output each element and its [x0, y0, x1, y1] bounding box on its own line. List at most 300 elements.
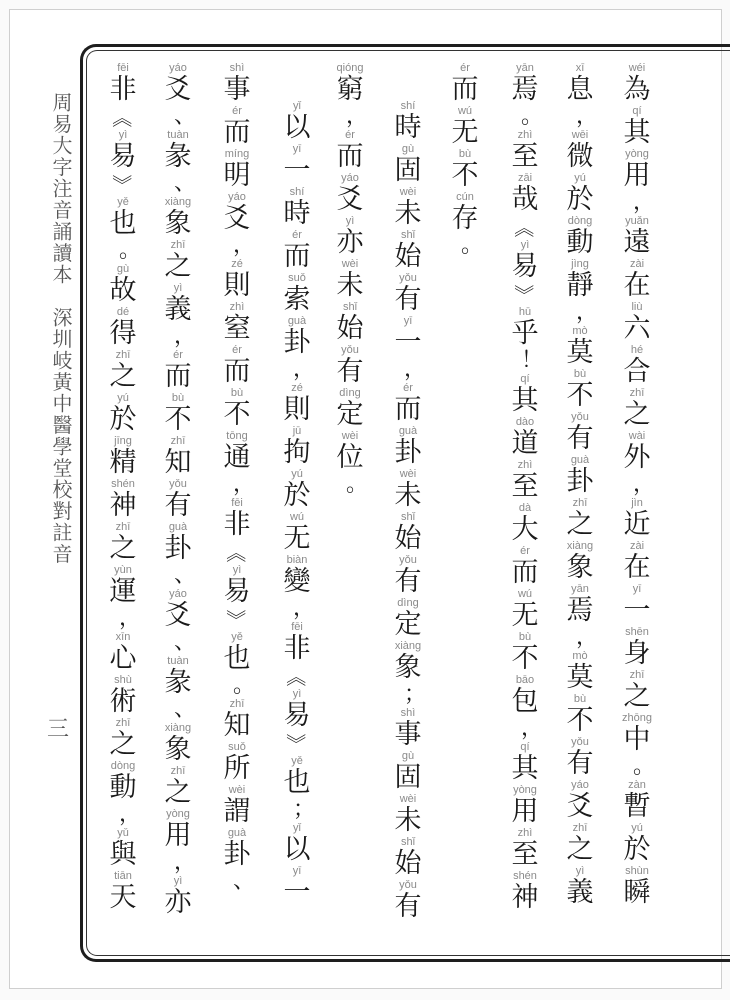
hanzi: 定 [336, 399, 364, 430]
hanzi: 動 [109, 772, 137, 803]
pinyin: qí [632, 105, 642, 117]
pinyin: yǒu [341, 344, 359, 356]
pinyin: shù [114, 674, 132, 686]
hanzi: 未 [394, 805, 422, 836]
hanzi: 而 [511, 557, 539, 588]
annotated-character [624, 540, 651, 583]
annotated-character [224, 344, 251, 387]
hanzi: 有 [566, 423, 594, 454]
annotated-character [337, 258, 364, 301]
pinyin: zhōng [622, 712, 652, 724]
annotated-character [512, 459, 539, 502]
hanzi: 之 [164, 777, 192, 808]
hanzi: 義 [566, 877, 594, 908]
annotated-character [337, 215, 364, 258]
hanzi: 用 [164, 820, 192, 851]
pinyin: shí [289, 186, 305, 198]
hanzi: 之 [109, 361, 137, 392]
text-column [552, 62, 608, 908]
hanzi: 易 [511, 251, 539, 282]
annotated-character [624, 301, 651, 344]
annotated-character [512, 416, 539, 459]
annotated-character [284, 229, 311, 272]
annotated-character [224, 784, 251, 827]
hanzi: 爻 [336, 184, 364, 215]
annotated-character [165, 875, 192, 918]
punctuation: 。 [119, 238, 142, 263]
annotated-character [110, 674, 137, 717]
hanzi: 所 [223, 753, 251, 784]
annotated-character [567, 822, 594, 865]
hanzi: 拘 [283, 437, 311, 468]
hanzi: 未 [394, 480, 422, 511]
hanzi: 无 [451, 117, 479, 148]
hanzi: 術 [109, 686, 137, 717]
hanzi: 神 [511, 882, 539, 913]
hanzi: 變 [283, 566, 311, 597]
punctuation: 》 [223, 609, 248, 630]
hanzi: 以 [283, 834, 311, 865]
hanzi: 爻 [164, 600, 192, 631]
hanzi: 固 [394, 155, 422, 186]
text-column [209, 62, 265, 894]
hanzi: 故 [109, 275, 137, 306]
pinyin: yǒu [399, 879, 417, 891]
hanzi: 至 [511, 471, 539, 502]
pinyin: zé [231, 258, 243, 270]
annotated-character [512, 545, 539, 588]
hanzi: 乎 [511, 318, 539, 349]
hanzi: 與 [109, 839, 137, 870]
pinyin: yì [520, 239, 530, 251]
annotated-character [512, 827, 539, 870]
hanzi: 近 [623, 509, 651, 540]
annotated-character [624, 105, 651, 148]
hanzi: 在 [623, 270, 651, 301]
pinyin: dà [518, 502, 532, 514]
hanzi: 靜 [566, 270, 594, 301]
hanzi: 未 [336, 270, 364, 301]
hanzi: 一 [283, 877, 311, 908]
pinyin: bù [573, 693, 587, 705]
annotated-character [337, 129, 364, 172]
annotated-character [512, 502, 539, 545]
punctuation: ， [576, 300, 599, 325]
annotated-character [284, 382, 311, 425]
pinyin: fēi [291, 621, 303, 633]
hanzi: 遠 [623, 227, 651, 258]
annotated-character [284, 865, 311, 908]
pinyin: yáo [228, 191, 246, 203]
hanzi: 知 [164, 447, 192, 478]
hanzi: 有 [394, 891, 422, 922]
hanzi: 不 [451, 160, 479, 191]
annotated-character [567, 172, 594, 215]
pinyin: bù [171, 392, 185, 404]
annotated-character [284, 511, 311, 554]
pinyin: qí [520, 741, 530, 753]
annotated-character [284, 186, 311, 229]
hanzi: 不 [511, 643, 539, 674]
hanzi: 之 [109, 533, 137, 564]
annotated-character [395, 229, 422, 272]
pinyin: wèi [399, 468, 417, 480]
annotated-character [512, 631, 539, 674]
pinyin: yǒu [399, 272, 417, 284]
pinyin: yī [632, 583, 642, 595]
annotated-character [512, 588, 539, 631]
hanzi: 微 [566, 141, 594, 172]
punctuation: ， [293, 596, 316, 621]
punctuation: 。 [346, 472, 369, 497]
hanzi: 通 [223, 442, 251, 473]
hanzi: 至 [511, 141, 539, 172]
hanzi: 而 [223, 356, 251, 387]
pinyin: qí [520, 373, 530, 385]
pinyin: cún [456, 191, 474, 203]
pinyin: dòng [567, 215, 593, 227]
pinyin: shǐ [400, 836, 416, 848]
pinyin: hū [518, 306, 532, 318]
hanzi: 義 [164, 294, 192, 325]
pinyin: tiān [114, 870, 132, 882]
text-column [437, 62, 493, 258]
pinyin: suǒ [288, 272, 306, 284]
annotated-character [337, 301, 364, 344]
hanzi: 運 [109, 576, 137, 607]
pinyin: míng [224, 148, 250, 160]
pinyin: tōng [226, 430, 248, 442]
annotated-character [284, 100, 311, 143]
hanzi: 易 [223, 576, 251, 607]
pinyin: bù [518, 631, 532, 643]
pinyin: bù [230, 387, 244, 399]
pinyin: zāi [517, 172, 533, 184]
hanzi: 也 [109, 208, 137, 239]
hanzi: 包 [511, 686, 539, 717]
annotated-character [395, 382, 422, 425]
hanzi: 彖 [164, 667, 192, 698]
hanzi: 一 [623, 595, 651, 626]
annotated-character [284, 468, 311, 511]
pinyin: xiàng [164, 196, 192, 208]
annotated-character [224, 105, 251, 148]
punctuation: 。 [233, 673, 256, 698]
hanzi: 於 [283, 480, 311, 511]
pinyin: gù [401, 750, 415, 762]
pinyin: shén [513, 870, 537, 882]
hanzi: 得 [109, 318, 137, 349]
hanzi: 莫 [566, 662, 594, 693]
hanzi: 其 [511, 753, 539, 784]
pinyin: yǔ [117, 827, 129, 839]
pinyin: yān [571, 583, 589, 595]
hanzi: 有 [394, 566, 422, 597]
pinyin: yì [232, 564, 242, 576]
annotated-character [165, 435, 192, 478]
pinyin: mò [572, 325, 588, 337]
text-column [269, 100, 325, 908]
annotated-character [624, 822, 651, 865]
hanzi: 神 [109, 490, 137, 521]
pinyin: shì [400, 707, 416, 719]
pinyin: zhì [517, 129, 533, 141]
annotated-character [165, 239, 192, 282]
annotated-character [567, 865, 594, 908]
hanzi: 无 [511, 600, 539, 631]
annotated-character [224, 698, 251, 741]
punctuation: 《 [283, 666, 308, 687]
pinyin: shí [400, 100, 416, 112]
pinyin: dào [515, 416, 535, 428]
hanzi: 之 [623, 681, 651, 712]
hanzi: 易 [109, 141, 137, 172]
pinyin: fēi [117, 62, 129, 74]
hanzi: 有 [164, 490, 192, 521]
annotated-character [224, 301, 251, 344]
pinyin: gù [401, 143, 415, 155]
punctuation: 。 [461, 233, 484, 258]
annotated-character [165, 722, 192, 765]
pinyin: ér [173, 349, 183, 361]
text-column [380, 100, 436, 922]
annotated-character [110, 62, 137, 105]
hanzi: 天 [109, 882, 137, 913]
pinyin: yǒu [571, 736, 589, 748]
annotated-character [224, 258, 251, 301]
hanzi: 合 [623, 356, 651, 387]
annotated-character [395, 272, 422, 315]
hanzi: 瞬 [623, 877, 651, 908]
hanzi: 不 [566, 380, 594, 411]
hanzi: 之 [164, 251, 192, 282]
pinyin: zhī [572, 497, 588, 509]
pinyin: shì [229, 62, 245, 74]
text-column [95, 62, 151, 913]
pinyin: yì [173, 875, 183, 887]
hanzi: 用 [511, 796, 539, 827]
pinyin: zhī [170, 435, 186, 447]
annotated-character [567, 779, 594, 822]
hanzi: 一 [283, 155, 311, 186]
pinyin: yòng [625, 148, 649, 160]
annotated-character [567, 411, 594, 454]
pinyin: yú [291, 468, 303, 480]
pinyin: xiàng [566, 540, 594, 552]
annotated-character [512, 741, 539, 784]
annotated-character [224, 62, 251, 105]
annotated-character [395, 707, 422, 750]
hanzi: 始 [336, 313, 364, 344]
pinyin: bāo [515, 674, 535, 686]
annotated-character [284, 425, 311, 468]
hanzi: 象 [164, 734, 192, 765]
annotated-character [512, 870, 539, 913]
hanzi: 焉 [511, 74, 539, 105]
pinyin: jū [292, 425, 302, 437]
pinyin: jìn [631, 497, 643, 509]
annotated-character [452, 105, 479, 148]
annotated-character [165, 392, 192, 435]
annotated-character [110, 435, 137, 478]
hanzi: 位 [336, 442, 364, 473]
annotated-character [395, 468, 422, 511]
pinyin: wèi [341, 430, 359, 442]
hanzi: 至 [511, 839, 539, 870]
pinyin: yī [403, 315, 413, 327]
annotated-character [395, 425, 422, 468]
annotated-character [110, 349, 137, 392]
pinyin: wài [628, 430, 646, 442]
annotated-character [337, 172, 364, 215]
pinyin: wèi [228, 784, 246, 796]
pinyin: zài [629, 258, 645, 270]
punctuation: ； [293, 797, 316, 822]
hanzi: 爻 [164, 74, 192, 105]
annotated-character [110, 306, 137, 349]
hanzi: 未 [394, 198, 422, 229]
annotated-character [224, 148, 251, 191]
pinyin: zài [629, 540, 645, 552]
pinyin: qióng [336, 62, 364, 74]
annotated-character [567, 497, 594, 540]
pinyin: biàn [286, 554, 308, 566]
annotated-character [567, 368, 594, 411]
pinyin: tuàn [167, 129, 189, 141]
pinyin: yùn [114, 564, 132, 576]
annotated-character [567, 736, 594, 779]
pinyin: zhī [629, 669, 645, 681]
annotated-character [567, 129, 594, 172]
annotated-character [395, 597, 422, 640]
punctuation: 《 [511, 217, 536, 238]
text-column [497, 62, 553, 913]
pinyin: xiàng [164, 722, 192, 734]
punctuation: 、 [174, 563, 197, 588]
pinyin: zhī [170, 765, 186, 777]
hanzi: 於 [566, 184, 594, 215]
annotated-character [165, 349, 192, 392]
pinyin: fēi [231, 497, 243, 509]
hanzi: 窒 [223, 313, 251, 344]
hanzi: 知 [223, 710, 251, 741]
pinyin: yì [118, 129, 128, 141]
hanzi: 索 [283, 284, 311, 315]
punctuation: ， [346, 104, 369, 129]
pinyin: guà [570, 454, 590, 466]
pinyin: zhī [629, 387, 645, 399]
hanzi: 之 [109, 729, 137, 760]
hanzi: 亦 [164, 887, 192, 918]
hanzi: 於 [623, 834, 651, 865]
pinyin: yān [516, 62, 534, 74]
annotated-character [624, 865, 651, 908]
pinyin: wēi [571, 129, 589, 141]
punctuation: ， [119, 802, 142, 827]
annotated-character [284, 621, 311, 664]
hanzi: 時 [283, 198, 311, 229]
hanzi: 有 [394, 284, 422, 315]
annotated-character [284, 272, 311, 315]
pinyin: dòng [110, 760, 136, 772]
pinyin: guà [227, 827, 247, 839]
hanzi: 始 [394, 848, 422, 879]
pinyin: zhī [115, 349, 131, 361]
pinyin: wèi [341, 258, 359, 270]
page-number: 三 [47, 717, 70, 742]
punctuation: ， [576, 625, 599, 650]
pinyin: dé [116, 306, 130, 318]
pinyin: ér [403, 382, 413, 394]
text-column [150, 62, 206, 918]
annotated-character [624, 626, 651, 669]
punctuation: 《 [109, 107, 134, 128]
annotated-character [337, 387, 364, 430]
hanzi: 在 [623, 552, 651, 583]
annotated-character [395, 186, 422, 229]
annotated-character [624, 497, 651, 540]
pinyin: yǐ [293, 100, 301, 112]
annotated-character [624, 669, 651, 712]
hanzi: 易 [283, 700, 311, 731]
annotated-character [337, 344, 364, 387]
pinyin: yī [292, 865, 302, 877]
pinyin: ér [232, 344, 242, 356]
pinyin: yú [574, 172, 586, 184]
pinyin: bù [573, 368, 587, 380]
annotated-character [567, 325, 594, 368]
hanzi: 之 [566, 834, 594, 865]
annotated-character [284, 688, 311, 731]
pinyin: hé [630, 344, 644, 356]
annotated-character [284, 143, 311, 186]
annotated-character [224, 741, 251, 784]
punctuation: 、 [174, 697, 197, 722]
pinyin: yī [292, 143, 302, 155]
pinyin: yǒu [571, 411, 589, 423]
annotated-character [165, 765, 192, 808]
pinyin: yòng [513, 784, 537, 796]
hanzi: 无 [283, 523, 311, 554]
hanzi: 其 [623, 117, 651, 148]
pinyin: liù [631, 301, 643, 313]
pinyin: tuàn [167, 655, 189, 667]
pinyin: wú [289, 511, 305, 523]
punctuation: 。 [521, 104, 544, 129]
hanzi: 有 [566, 748, 594, 779]
pinyin: zhī [115, 717, 131, 729]
hanzi: 也 [223, 643, 251, 674]
punctuation: 、 [174, 171, 197, 196]
hanzi: 卦 [164, 533, 192, 564]
pinyin: zàn [628, 779, 646, 791]
annotated-character [110, 631, 137, 674]
hanzi: 象 [394, 652, 422, 683]
pinyin: zhì [517, 827, 533, 839]
hanzi: 固 [394, 762, 422, 793]
hanzi: 明 [223, 160, 251, 191]
hanzi: 以 [283, 112, 311, 143]
annotated-character [624, 387, 651, 430]
punctuation: 《 [223, 542, 248, 563]
hanzi: 事 [394, 719, 422, 750]
text-column [322, 62, 378, 497]
pinyin: ér [460, 62, 470, 74]
punctuation: ， [233, 233, 256, 258]
hanzi: 卦 [566, 466, 594, 497]
hanzi: 而 [336, 141, 364, 172]
punctuation: 、 [174, 104, 197, 129]
